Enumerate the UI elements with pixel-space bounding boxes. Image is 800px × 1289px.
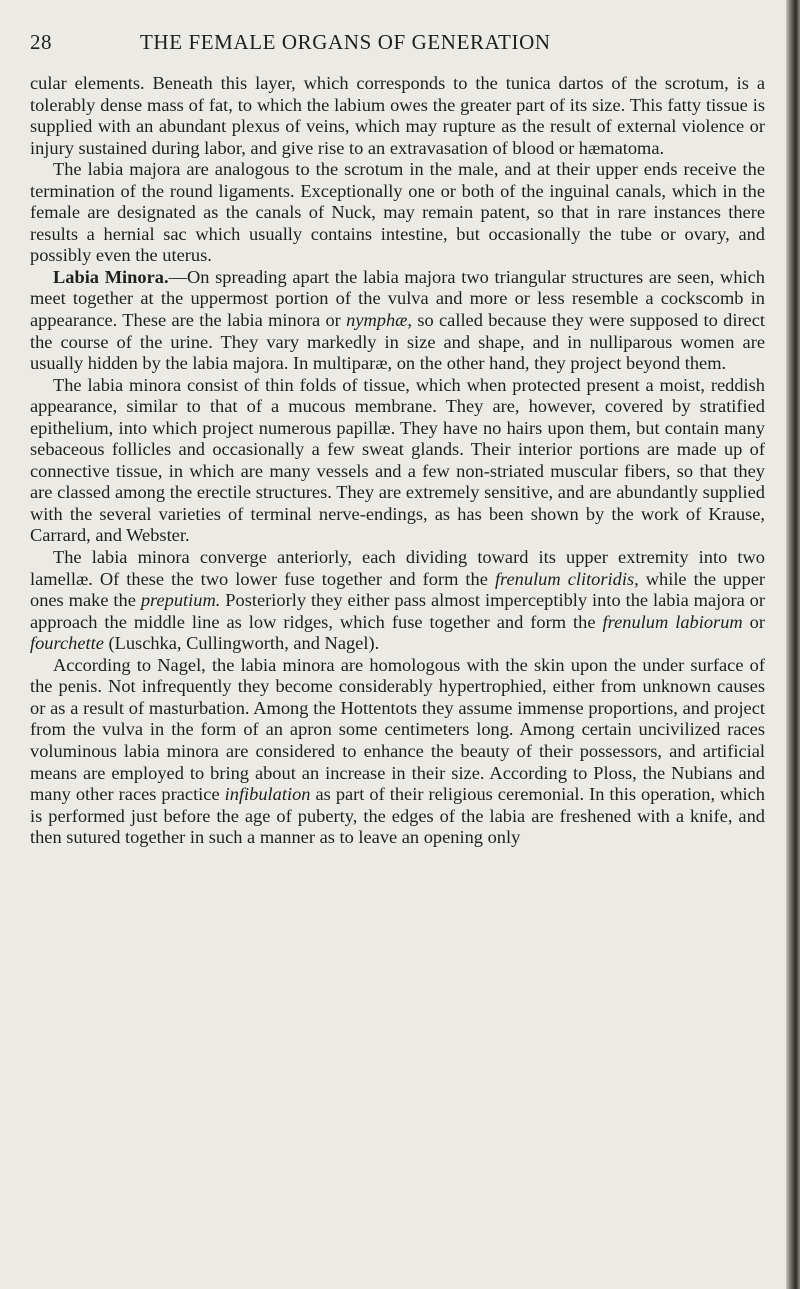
running-head: THE FEMALE ORGANS OF GENERATION xyxy=(140,30,551,54)
page-edge-shadow xyxy=(786,0,800,1289)
paragraph: Labia Minora.—On spreading apart the labia majora two triangular structures are seen, which meet together at the uppermost portion of the vulva and more or less resemble a cockscomb in appearance. These are the labia minora or nymphæ, so called because they were supposed to direct the course of the urine. They vary markedly in size and shape, and in nulliparous women are usually hidden by the labia majora. In multiparæ, on the other hand, they project beyond them. xyxy=(30,266,765,374)
paragraph: The labia minora consist of thin folds of tissue, which when protected present a moist, reddish appearance, similar to that of a mucous membrane. They are, however, covered by stratified epithelium, into which project numerous papillæ. They have no hairs upon them, but contain many sebaceous follicles and occasionally a few sweat glands. Their interior portions are made up of connective tissue, in which are many vessels and a few non-striated muscular fibers, so that they are classed among the erectile structures. They are extremely sensitive, and are abundantly supplied with the several varieties of terminal nerve-endings, as has been shown by the work of Krause, Carrard, and Webster. xyxy=(30,374,765,546)
page-header xyxy=(30,30,760,56)
paragraph: cular elements. Beneath this layer, which corresponds to the tunica dartos of the scrotum, is a tolerably dense mass of fat, to which the labium owes the greater part of its size. This fatty tissue is supplied with an abundant plexus of veins, which may rupture as the result of external violence or injury sustained during labor, and give rise to an extravasation of blood or hæmatoma. xyxy=(30,73,765,158)
section-heading: Labia Minora. xyxy=(53,266,169,287)
paragraph: According to Nagel, the labia minora are homologous with the skin upon the under surface of the penis. Not infrequently they become considerably hypertrophied, either from unknown causes or as a result of masturbation. Among the Hottentots they assume immense proportions, and project from the vulva in the form of an apron some centimeters long. Among certain uncivilized races voluminous labia minora are considered to enhance the beauty of their possessors, and artificial means are employed to bring about an increase in their size. According to Ploss, the Nubians and many other races practice infibulation as part of their religious ceremonial. In this operation, which is performed just before the age of puberty, the edges of the labia are freshened with a knife, and then sutured together in such a manner as to leave an opening only xyxy=(30,654,766,848)
body-text xyxy=(30,73,765,849)
paragraph: The labia minora converge anteriorly, each dividing toward its upper extremity into two lamellæ. Of these the two lower fuse together and form the frenulum clitoridis, while the upper ones make the preputium. Posteriorly they either pass almost imperceptibly into the labia majora or approach the middle line as low ridges, which fuse together and form the frenulum labiorum or fourchette (Luschka, Cullingworth, and Nagel). xyxy=(30,547,766,654)
page-number: 28 xyxy=(30,30,52,54)
paragraph: The labia majora are analogous to the scrotum in the male, and at their upper ends receive the termination of the round ligaments. Exceptionally one or both of the inguinal canals, which in the female are designated as the canals of Nuck, may remain patent, so that in rare instances there results a hernial sac which usually contains intestine, but occasionally the tube or ovary, and possibly even the uterus. xyxy=(30,159,765,266)
